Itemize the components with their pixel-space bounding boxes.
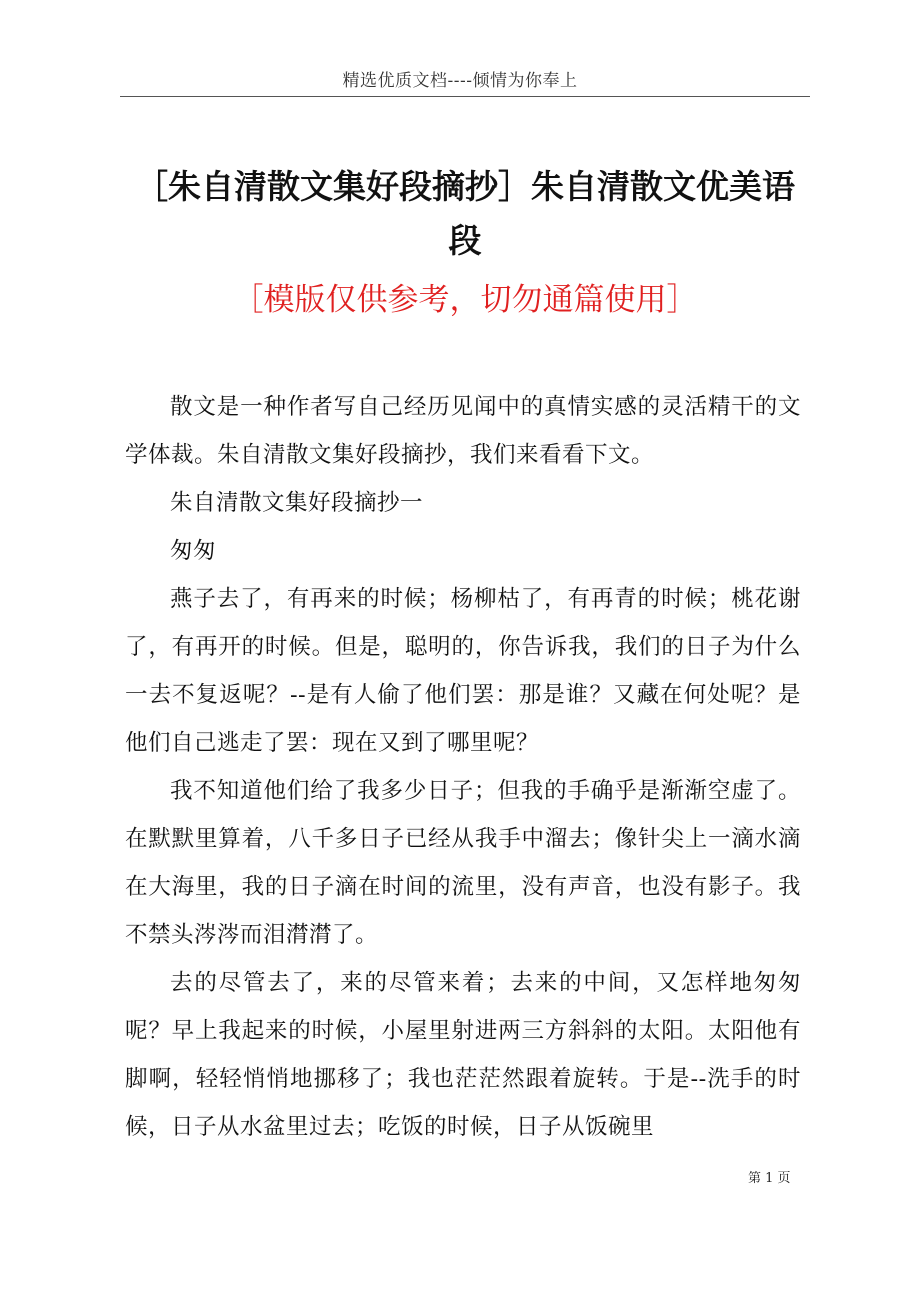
header-divider [120,96,810,97]
paragraph: 去的尽管去了，来的尽管来着；去来的中间，又怎样地匆匆呢？早上我起来的时候，小屋里射进两三方斜斜的太阳。太阳他有脚啊，轻轻悄悄地挪移了；我也茫茫然跟着旋转。于是--洗手的时候，日子从水盆里过去；吃饭的时候，日子从饭碗里 [125,970,801,1140]
template-notice: ［模版仅供参考，切勿通篇使用］ [232,282,698,318]
document-body [125,383,801,1151]
page-number: 第 1 页 [748,1171,791,1186]
paragraph-intro: 散文是一种作者写自己经历见闻中的真情实感的灵活精干的文学体裁。朱自清散文集好段摘抄，我们来看看下文。 [125,394,801,468]
section-heading: 朱自清散文集好段摘抄一 [170,490,424,516]
document-title: ［朱自清散文集好段摘抄］朱自清散文优美语段 [135,167,795,260]
paragraph: 我不知道他们给了我多少日子；但我的手确乎是渐渐空虚了。在默默里算着，八千多日子已经从我手中溜去；像针尖上一滴水滴在大海里，我的日子滴在时间的流里，没有声音，也没有影子。我不禁头涔涔而泪潸潸了。 [125,778,801,948]
page-header: 精选优质文档----倾情为你奉上 [342,71,578,91]
essay-title: 匆匆 [170,538,217,564]
paragraph: 燕子去了，有再来的时候；杨柳枯了，有再青的时候；桃花谢了，有再开的时候。但是，聪明的，你告诉我，我们的日子为什么一去不复返呢？--是有人偷了他们罢：那是谁？又藏在何处呢？是他们自己逃走了罢：现在又到了哪里呢？ [125,586,801,756]
